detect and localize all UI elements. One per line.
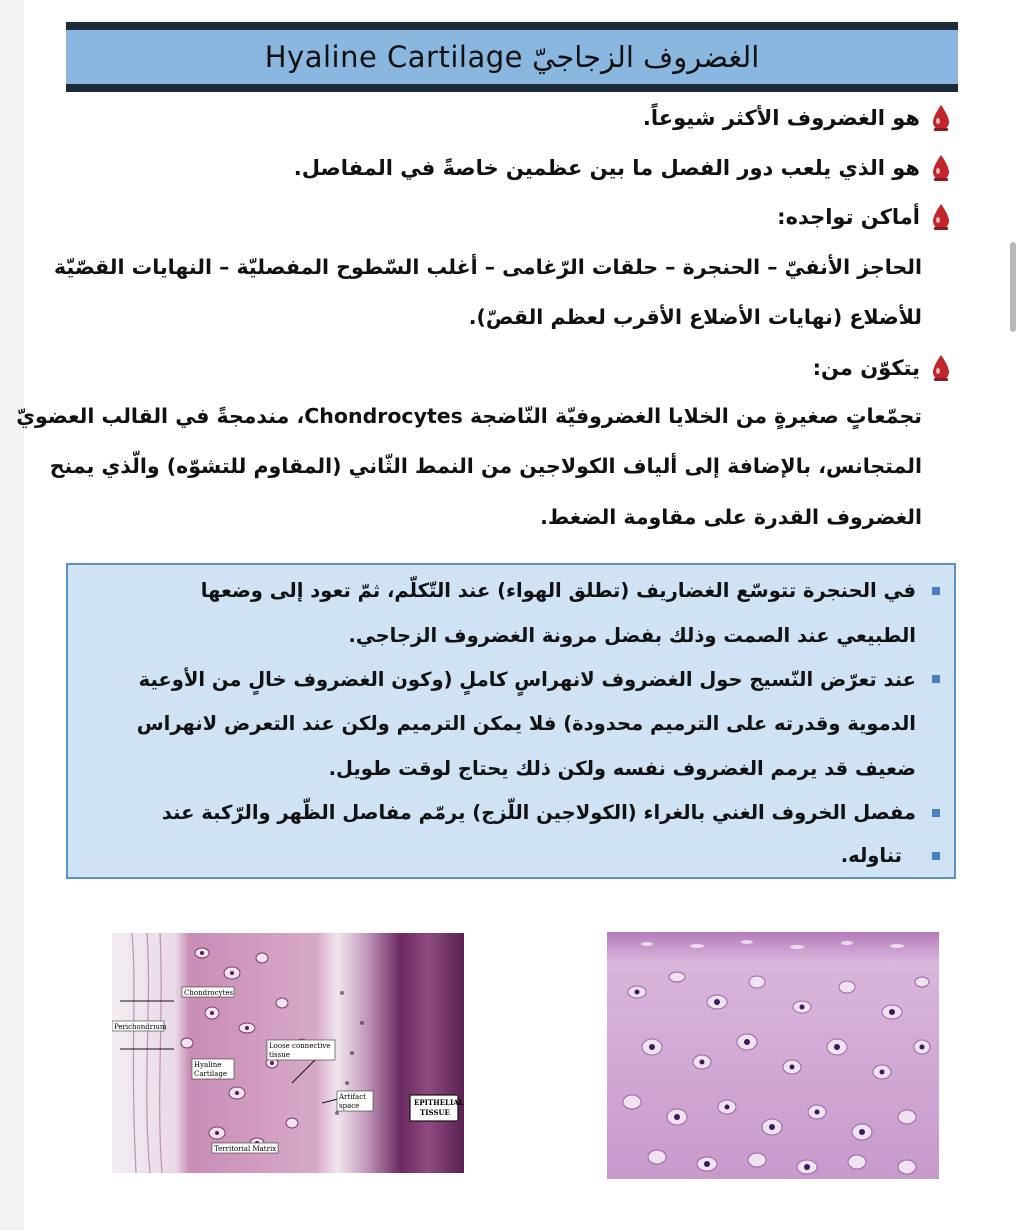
info-line-1: في الحنجرة تتوسّع الغضاريف (تطلق الهواء) عند التّكلّم، ثمّ تعود إلى وضعها (200, 579, 916, 602)
square-bullet-icon (932, 675, 940, 683)
label-hyaline-cartilage: Cartilage (194, 1070, 227, 1078)
bullet-locations (777, 197, 952, 237)
locations-line-1: الحاجز الأنفيّ – الحنجرة – حلقات الرّغامى – أغلب السّطوح المفصليّة – النهايات القصّيّة (54, 255, 922, 279)
bullet-text: يتكوّن من: (812, 356, 920, 380)
blood-drop-icon (930, 353, 952, 383)
label-chondrocytes: Chondrocytes (184, 989, 234, 997)
hyaline-cartilage-micrograph (607, 932, 939, 1179)
square-bullet-icon (932, 809, 940, 817)
hyaline-cartilage-labeled-micrograph (112, 933, 464, 1173)
title-bottom-rule (66, 84, 958, 92)
bullet-joint-role (294, 148, 952, 188)
composition-line-3: الغضروف القدرة على مقاومة الضغط. (540, 505, 922, 529)
bullet-text: هو الغضروف الأكثر شيوعاً. (642, 106, 920, 130)
info-line-7: تناوله. (840, 844, 902, 867)
square-bullet-icon (932, 587, 940, 595)
locations-line-2: للأضلاع (نهايات الأضلاع الأقرب لعظم القصّ). (468, 305, 922, 329)
blood-drop-icon (930, 153, 952, 183)
micrograph-image (607, 932, 939, 1179)
info-line-5: ضعيف قد يرمم الغضروف نفسه ولكن ذلك يحتاج لوقت طويل. (328, 757, 916, 780)
scrollbar-thumb[interactable] (1010, 242, 1016, 332)
info-line-4: الدموية وقدرته على الترميم محدودة) فلا يمكن الترميم ولكن عند التعرض لانهراس (136, 712, 916, 735)
info-line-2: الطبيعي عند الصمت وذلك بفضل مرونة الغضروف الزجاجي. (348, 624, 916, 647)
bullet-text: أماكن تواجده: (777, 205, 920, 229)
label-artifact: Artifact (339, 1093, 366, 1101)
title-top-rule (66, 22, 958, 30)
info-line-3: عند تعرّض النّسيج حول الغضروف لانهراسٍ كاملٍ (وكون الغضروف خالٍ من الأوعية (138, 668, 916, 691)
page-left-margin (0, 0, 24, 1230)
info-box (66, 563, 956, 879)
label-hyaline: Hyaline (194, 1061, 222, 1069)
label-epithelial-tissue: TISSUE (420, 1108, 450, 1117)
bullet-text: هو الذي يلعب دور الفصل ما بين عظمين خاصةً في المفاصل. (293, 156, 920, 180)
label-epithelial: EPITHELIAL (414, 1098, 464, 1107)
labeled-micrograph-image (112, 933, 464, 1173)
label-artifact-space: space (339, 1102, 360, 1110)
blood-drop-icon (930, 202, 952, 232)
bullet-composition (813, 348, 952, 388)
bullet-most-common (643, 98, 952, 138)
square-bullet-icon (932, 852, 940, 860)
label-territorial-matrix: Territorial Matrix (214, 1145, 277, 1153)
blood-drop-icon (930, 103, 952, 133)
page-title: الغضروف الزجاجيّ Hyaline Cartilage (264, 40, 760, 74)
label-perichondrium: Perichondrium (114, 1023, 167, 1031)
composition-line-1: تجمّعاتٍ صغيرةٍ من الخلايا الغضروفيّة النّاضجة Chondrocytes، مندمجةً في القالب العضويّ (16, 404, 922, 428)
label-loose-connective-tissue: tissue (269, 1051, 290, 1059)
info-line-6: مفصل الخروف الغني بالغراء (الكولاجين اللّزج) يرمّم مفاصل الظّهر والرّكبة عند (161, 801, 916, 824)
label-loose-connective: Loose connective (269, 1042, 331, 1050)
title-banner (66, 22, 958, 92)
composition-line-2: المتجانس، بالإضافة إلى ألياف الكولاجين من النمط الثّاني (المقاوم للتشوّه) والّذي يمنح (49, 454, 922, 478)
